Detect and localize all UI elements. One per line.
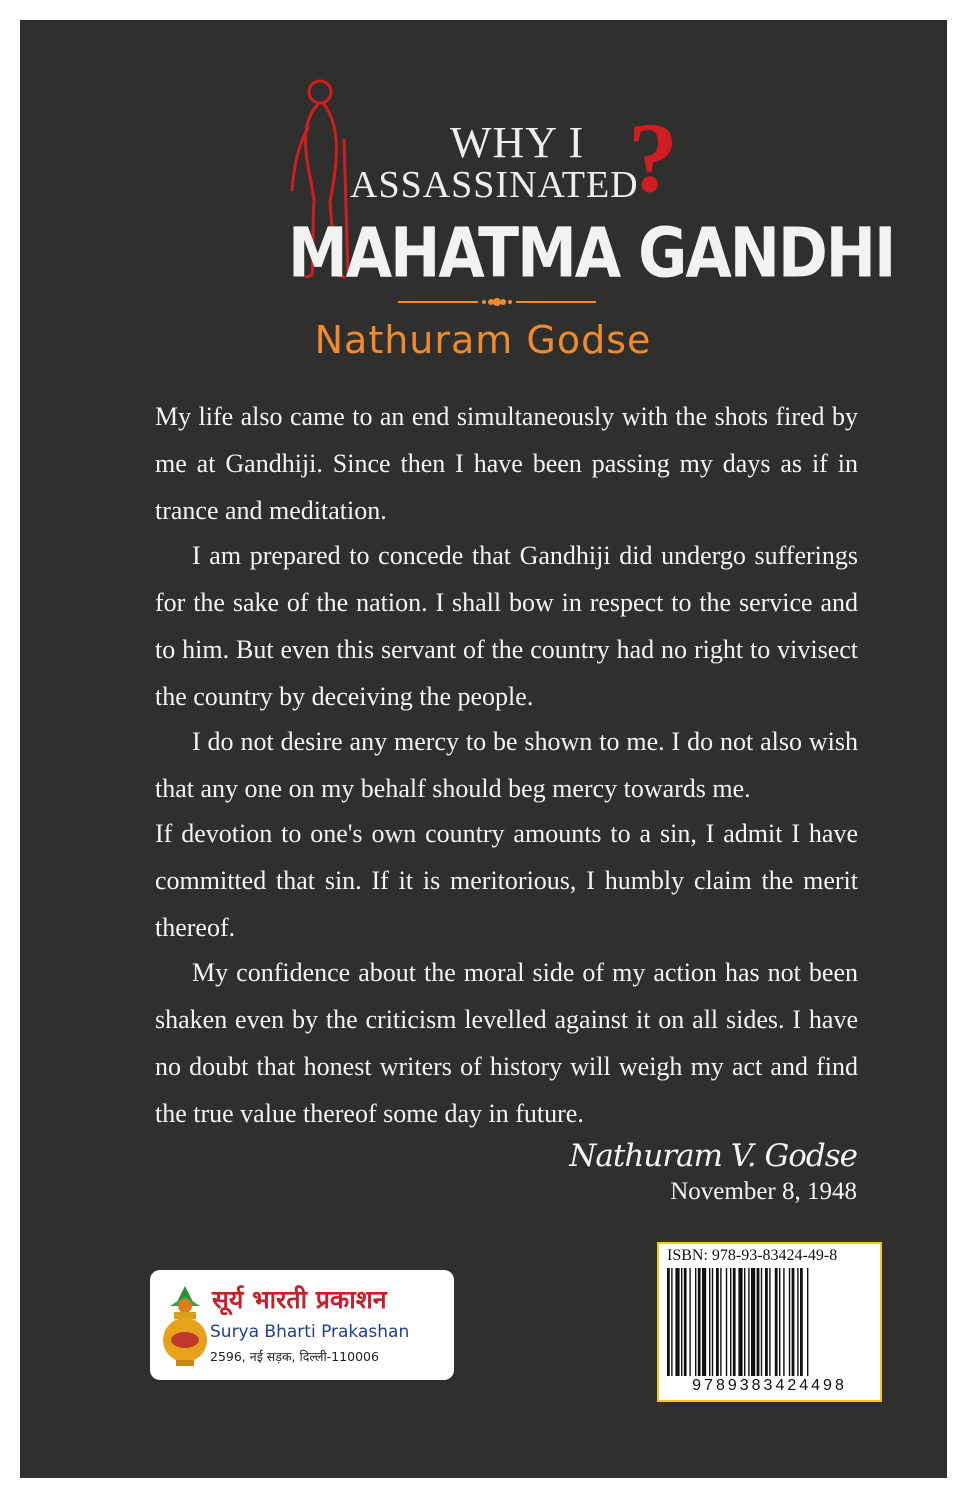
barcode-digits: 9789383424498	[692, 1377, 847, 1394]
author-name: Nathuram Godse	[314, 318, 652, 362]
kalash-icon	[156, 1282, 214, 1370]
paragraph: I do not desire any mercy to be shown to me. I do not also wish that any one on my behalf should beg mercy towards me.	[155, 727, 858, 803]
title-line-1: WHY I	[450, 118, 585, 167]
publisher-logo	[150, 1270, 454, 1380]
title-line-2: ASSASSINATED	[350, 164, 639, 206]
barcode-icon	[667, 1268, 873, 1376]
paragraph: My confidence about the moral side of my action has not been shaken even by the criticism levelled against it on all sides. I have no doubt that honest writers of history will weigh my act and find the true value thereof some day in future.	[155, 958, 858, 1128]
publisher-name-english: Surya Bharti Prakashan	[210, 1322, 410, 1342]
signature: Nathuram V. Godse	[569, 1138, 857, 1174]
body-text	[155, 393, 858, 1137]
publisher-address: 2596, नई सड़क, दिल्ली-110006	[210, 1349, 379, 1364]
barcode-box	[657, 1242, 882, 1402]
paragraph: If devotion to one's own country amounts to a sin, I admit I have committed that sin. If it is meritorious, I humbly claim the merit thereof.	[155, 819, 858, 942]
paragraph: I am prepared to concede that Gandhiji did undergo sufferings for the sake of the nation. I shall bow in respect to the service and to him. But even this servant of the country had no right to vivisect the country by deceiving the people.	[155, 541, 858, 711]
divider-ornament	[398, 292, 596, 312]
isbn-number: ISBN: 978-93-83424-49-8	[667, 1247, 838, 1264]
title-main: MAHATMA GANDHI	[288, 213, 895, 294]
signature-date: November 8, 1948	[670, 1178, 857, 1205]
title-question-mark: ?	[628, 102, 678, 213]
paragraph: My life also came to an end simultaneously with the shots fired by me at Gandhiji. Since then I have been passing my days as if in trance and meditation.	[155, 402, 858, 525]
publisher-name-hindi: सूर्य भारती प्रकाशन	[212, 1285, 387, 1314]
